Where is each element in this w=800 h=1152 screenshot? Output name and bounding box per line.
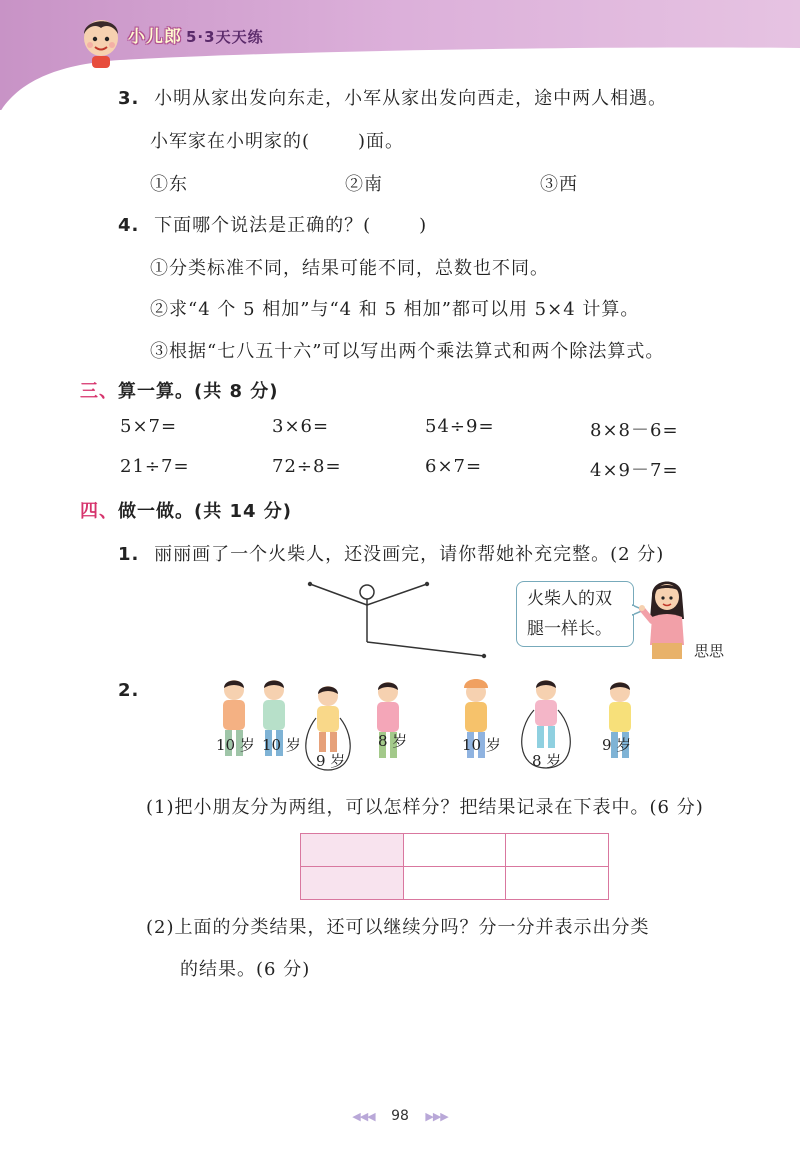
age-label-6: 8 岁	[532, 752, 562, 770]
section3-index: 三、	[80, 381, 118, 402]
q4-stem	[118, 211, 427, 237]
bubble-line-1: 火柴人的双	[527, 589, 612, 609]
classification-table	[300, 833, 609, 900]
page-footer	[0, 1108, 800, 1124]
s4-q1	[118, 540, 664, 566]
calc-r2-c3: 6×7=	[425, 456, 483, 477]
s4-q1-number: 1.	[118, 544, 140, 565]
q4-option-1[interactable]: ①分类标准不同，结果可能不同，总数也不同。	[150, 258, 549, 279]
age-label-2: 10 岁	[262, 736, 301, 754]
calc-r2-c2: 72÷8=	[272, 456, 342, 477]
age-label-3: 9 岁	[316, 752, 346, 770]
table-cell[interactable]	[301, 834, 404, 867]
q4-option-3[interactable]: ③根据“七八五十六”可以写出两个乘法算式和两个除法算式。	[150, 341, 665, 362]
q3-line1	[118, 84, 667, 110]
section3-heading	[80, 377, 279, 403]
age-label-7: 9 岁	[602, 736, 632, 754]
age-label-5: 10 岁	[462, 736, 501, 754]
section4-index: 四、	[80, 501, 118, 522]
boy-avatar-icon	[76, 12, 126, 70]
bubble-line-2: 腿一样长。	[527, 619, 612, 639]
q3-stem: 小明从家出发向东走，小军从家出发向西走，途中两人相遇。	[154, 88, 668, 109]
table-cell[interactable]	[403, 834, 506, 867]
calc-r1-c2: 3×6=	[272, 416, 330, 437]
calc-r2-c4: 4×9－7=	[590, 460, 679, 481]
section4-title: 做一做。(共 14 分)	[118, 501, 293, 522]
section4-heading	[80, 497, 292, 523]
section3-title: 算一算。(共 8 分)	[118, 381, 279, 402]
q3-line2	[150, 127, 404, 153]
girl-sisi-icon	[638, 575, 694, 663]
table-row	[301, 867, 609, 900]
children-illustration	[210, 678, 650, 774]
table-row	[301, 834, 609, 867]
calc-r1-c1: 5×7=	[120, 416, 178, 437]
s4-q2-sub2-line2: 的结果。(6 分)	[180, 959, 311, 980]
brand-name: 小儿郎	[128, 27, 182, 47]
s4-q1-text: 丽丽画了一个火柴人，还没画完，请你帮她补充完整。(2 分)	[154, 544, 665, 565]
table-cell[interactable]	[301, 867, 404, 900]
s4-q2-num: 2.	[118, 680, 140, 701]
calc-r1-c3: 54÷9=	[425, 416, 495, 437]
q3-option-2[interactable]: ②南	[345, 174, 383, 195]
s4-q2-sub2-line1: (2)上面的分类结果，还可以继续分吗？分一分并表示出分类	[146, 917, 650, 938]
page-number: 98	[391, 1108, 409, 1124]
series-logo	[128, 22, 264, 47]
s4-q2-number	[118, 680, 139, 701]
q3-number: 3.	[118, 88, 140, 109]
calc-r1-c4: 8×8－6=	[590, 420, 679, 441]
q3-line2-after: )面。	[358, 131, 405, 152]
q3-line2-before: 小军家在小明家的(	[150, 131, 311, 152]
left-arrows-icon: ◀◀◀	[352, 1110, 375, 1123]
table-cell[interactable]	[506, 867, 609, 900]
speaker-name: 思思	[694, 642, 725, 660]
q4-stem-before: 下面哪个说法是正确的？(	[154, 215, 372, 236]
q3-option-1[interactable]: ①东	[150, 174, 188, 195]
calc-r2-c1: 21÷7=	[120, 456, 190, 477]
table-cell[interactable]	[403, 867, 506, 900]
series-name: 5·3天天练	[186, 28, 264, 46]
speech-bubble	[516, 581, 634, 647]
right-arrows-icon: ▶▶▶	[425, 1110, 448, 1123]
s4-q2-sub1: (1)把小朋友分为两组，可以怎样分？把结果记录在下表中。(6 分)	[146, 797, 704, 818]
q4-number: 4.	[118, 215, 140, 236]
stick-figure-drawing[interactable]	[300, 575, 500, 665]
q3-option-3[interactable]: ③西	[540, 174, 578, 195]
q4-stem-after: )	[419, 215, 428, 236]
q4-option-2[interactable]: ②求“4 个 5 相加”与“4 和 5 相加”都可以用 5×4 计算。	[150, 299, 640, 320]
table-cell[interactable]	[506, 834, 609, 867]
age-label-4: 8 岁	[378, 732, 408, 750]
age-label-1: 10 岁	[216, 736, 255, 754]
